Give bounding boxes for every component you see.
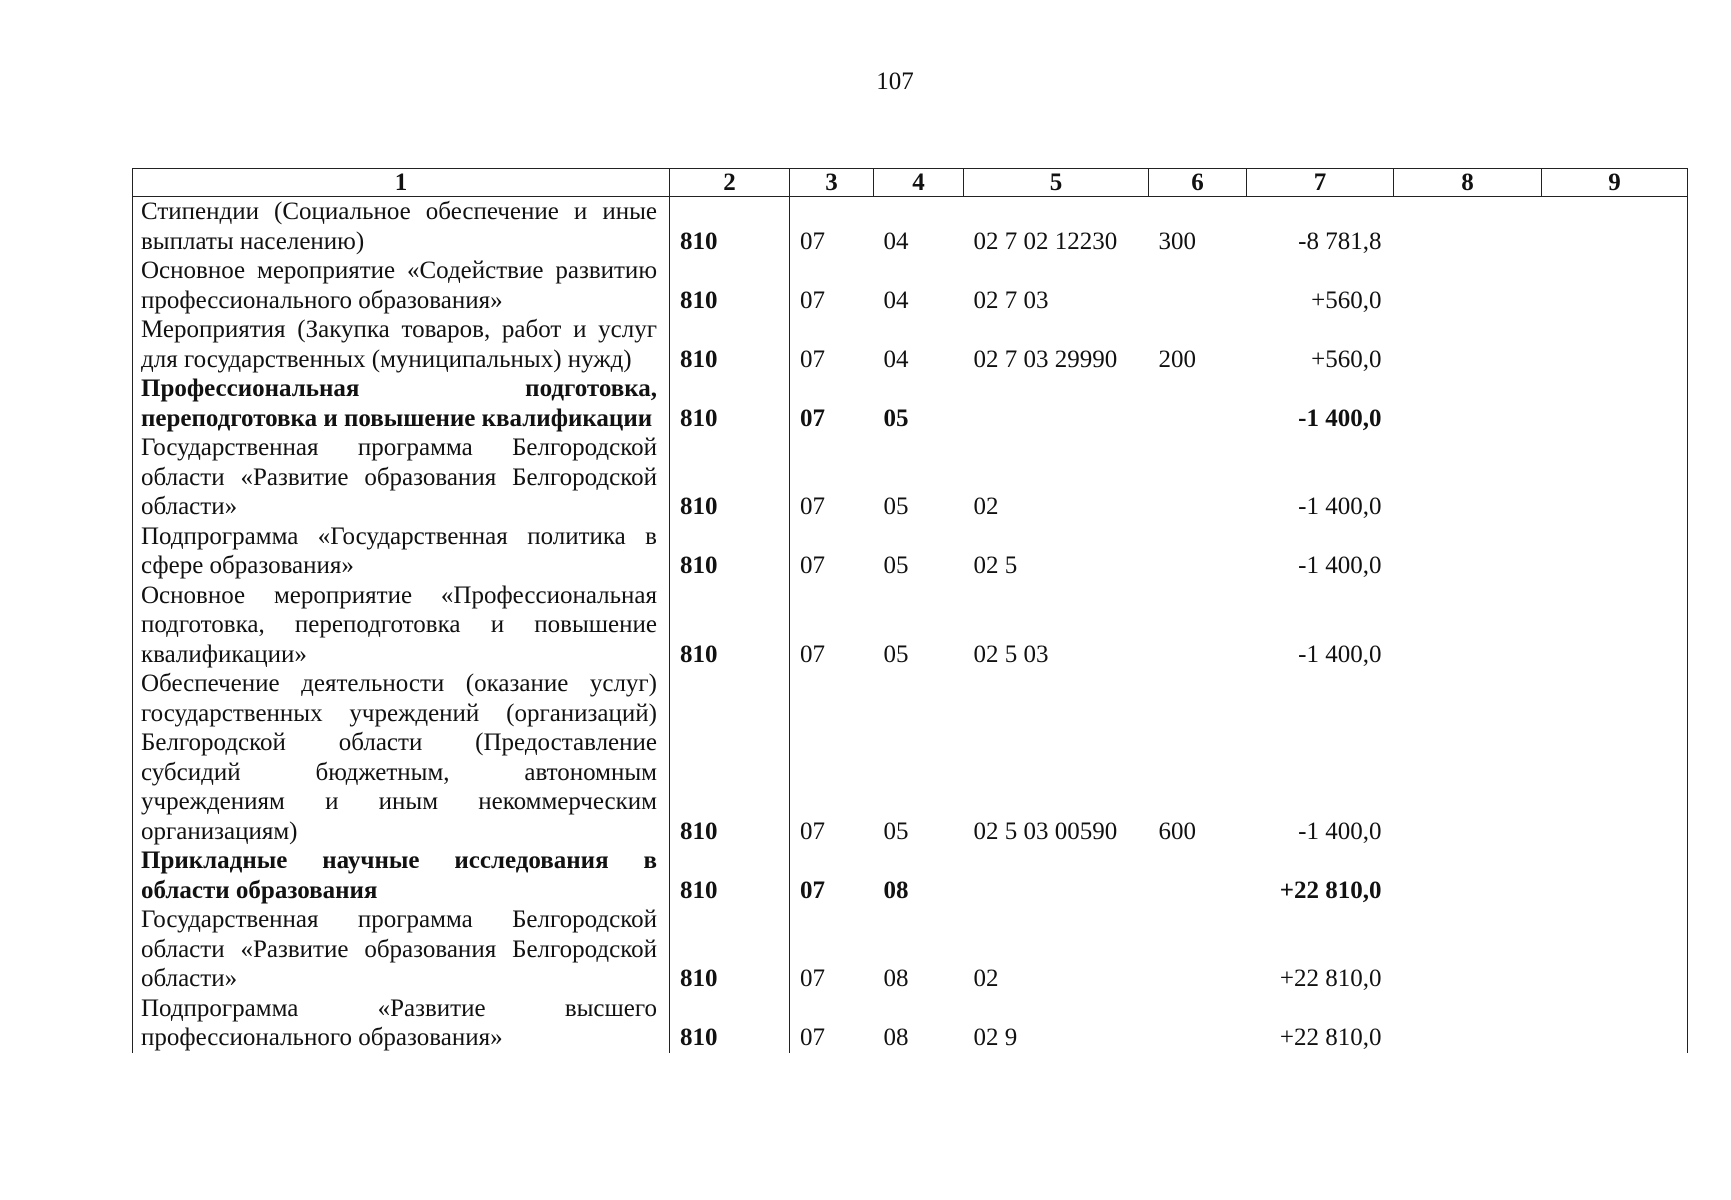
row-amount-cell: -1 400,0: [1298, 404, 1382, 432]
row-col9-cell: [1542, 581, 1688, 670]
row-col8-cell: [1394, 581, 1542, 670]
header-col-4: 4: [874, 169, 964, 197]
row-subsection-cell: 05: [883, 640, 909, 668]
table-row: [133, 256, 1688, 315]
row-expense-type-cell: [1149, 374, 1247, 433]
row-col9-cell: [1542, 994, 1688, 1053]
row-amount-cell: +560,0: [1311, 345, 1382, 373]
row-col8-cell: [1394, 669, 1542, 846]
table-row: [133, 905, 1688, 994]
row-col9-cell: [1542, 433, 1688, 522]
row-col9-cell: [1542, 315, 1688, 374]
table-row: [133, 433, 1688, 522]
page-number: 107: [876, 68, 914, 95]
budget-table: [132, 168, 1688, 1053]
table-row: [133, 522, 1688, 581]
row-col8-cell: [1394, 374, 1542, 433]
row-col9-cell: [1542, 669, 1688, 846]
row-section-cell: 07: [790, 433, 874, 522]
row-subsection-cell: 04: [883, 286, 909, 314]
row-name-cell: Мероприятия (Закупка товаров, работ и услуг для государственных (муниципальных) нужд): [133, 315, 670, 374]
row-subsection-cell: 04: [883, 345, 909, 373]
row-expense-type-cell: [1149, 522, 1247, 581]
row-section-cell: 07: [790, 905, 874, 994]
row-subsection-cell: 05: [883, 552, 909, 579]
row-expense-type-cell: 200: [1158, 345, 1196, 373]
row-section-cell: 07: [790, 669, 874, 846]
row-col9-cell: [1542, 905, 1688, 994]
row-expense-type-cell: 600: [1158, 817, 1196, 845]
row-target-article-cell: 02: [973, 493, 999, 520]
header-row: [133, 169, 1688, 197]
row-section-cell: 07: [790, 522, 874, 581]
row-amount-cell: -8 781,8: [1298, 227, 1382, 255]
row-amount-cell: +560,0: [1311, 286, 1382, 314]
row-name-cell: Подпрограмма «Государственная политика в сфере образования»: [133, 522, 670, 581]
row-name-cell: Подпрограмма «Развитие высшего профессионального образования»: [133, 994, 670, 1053]
row-expense-type-cell: [1149, 581, 1247, 670]
header-col-6: 6: [1149, 169, 1247, 197]
row-col9-cell: [1542, 197, 1688, 257]
row-code-cell: 810: [670, 522, 790, 581]
row-code-cell: 810: [670, 315, 790, 374]
row-name-cell: Государственная программа Белгородской области «Развитие образования Белгородской области»: [133, 905, 670, 994]
row-section-cell: 07: [790, 846, 874, 905]
row-col8-cell: [1394, 905, 1542, 994]
header-col-8: 8: [1394, 169, 1542, 197]
row-amount-cell: +22 810,0: [1279, 876, 1382, 904]
row-code-cell: 810: [670, 846, 790, 905]
row-name-cell: Обеспечение деятельности (оказание услуг) государственных учреждений (организаций) Белгородской области (Предоставление субсидий бюджетным, автономным учреждениям и иным некоммерческим организациям): [133, 669, 670, 846]
row-target-article-cell: 02 9: [973, 1024, 1018, 1051]
table-row: [133, 669, 1688, 846]
row-name-cell: Основное мероприятие «Профессиональная подготовка, переподготовка и повышение квалификации»: [133, 581, 670, 670]
row-expense-type-cell: [1149, 846, 1247, 905]
row-section-cell: 07: [790, 256, 874, 315]
row-col8-cell: [1394, 994, 1542, 1053]
header-col-3: 3: [790, 169, 874, 197]
row-col8-cell: [1394, 315, 1542, 374]
row-amount-cell: -1 400,0: [1298, 640, 1382, 668]
table-row: [133, 315, 1688, 374]
row-col9-cell: [1542, 846, 1688, 905]
row-amount-cell: +22 810,0: [1279, 965, 1382, 992]
row-target-article-cell: 02 5: [973, 552, 1018, 579]
row-col8-cell: [1394, 846, 1542, 905]
header-col-2: 2: [670, 169, 790, 197]
row-code-cell: 810: [670, 669, 790, 846]
row-subsection-cell: 08: [883, 1024, 909, 1051]
row-col8-cell: [1394, 197, 1542, 257]
row-name-cell: Прикладные научные исследования в области образования: [133, 846, 670, 905]
table-row: [133, 994, 1688, 1053]
row-expense-type-cell: [1149, 256, 1247, 315]
row-expense-type-cell: [1149, 905, 1247, 994]
table-row: [133, 197, 1688, 257]
row-code-cell: 810: [670, 581, 790, 670]
row-name-cell: Государственная программа Белгородской области «Развитие образования Белгородской области»: [133, 433, 670, 522]
row-expense-type-cell: [1149, 433, 1247, 522]
row-subsection-cell: 05: [883, 404, 909, 432]
row-target-article-cell: 02 7 02 12230: [973, 227, 1118, 255]
table-body: [133, 197, 1688, 1053]
row-col8-cell: [1394, 522, 1542, 581]
header-col-1: 1: [133, 169, 670, 197]
row-col8-cell: [1394, 256, 1542, 315]
row-amount-cell: -1 400,0: [1298, 493, 1382, 520]
row-subsection-cell: 04: [883, 227, 909, 255]
row-target-article-cell: [964, 374, 1149, 433]
row-amount-cell: -1 400,0: [1298, 552, 1382, 579]
budget-table-container: [132, 168, 1687, 1053]
row-section-cell: 07: [790, 197, 874, 257]
row-target-article-cell: 02 7 03 29990: [973, 345, 1118, 373]
table-row: [133, 374, 1688, 433]
row-target-article-cell: [964, 846, 1149, 905]
row-section-cell: 07: [790, 581, 874, 670]
row-amount-cell: +22 810,0: [1279, 1024, 1382, 1051]
row-name-cell: Основное мероприятие «Содействие развитию профессионального образования»: [133, 256, 670, 315]
row-expense-type-cell: 300: [1158, 227, 1196, 255]
header-col-7: 7: [1247, 169, 1394, 197]
row-target-article-cell: 02 7 03: [973, 286, 1049, 314]
row-subsection-cell: 05: [883, 493, 909, 520]
header-col-5: 5: [964, 169, 1149, 197]
row-section-cell: 07: [790, 374, 874, 433]
row-code-cell: 810: [670, 433, 790, 522]
header-col-9: 9: [1542, 169, 1688, 197]
row-amount-cell: -1 400,0: [1298, 817, 1382, 845]
row-section-cell: 07: [790, 994, 874, 1053]
row-code-cell: 810: [670, 994, 790, 1053]
row-col8-cell: [1394, 433, 1542, 522]
row-expense-type-cell: [1149, 994, 1247, 1053]
table-row: [133, 581, 1688, 670]
row-target-article-cell: 02 5 03 00590: [973, 817, 1118, 845]
row-code-cell: 810: [670, 256, 790, 315]
row-subsection-cell: 08: [883, 965, 909, 992]
row-col9-cell: [1542, 374, 1688, 433]
row-target-article-cell: 02: [973, 965, 999, 992]
row-code-cell: 810: [670, 197, 790, 257]
row-code-cell: 810: [670, 374, 790, 433]
row-target-article-cell: 02 5 03: [973, 640, 1049, 668]
row-subsection-cell: 05: [883, 817, 909, 845]
row-name-cell: Стипендии (Социальное обеспечение и иные выплаты населению): [133, 197, 670, 257]
row-name-cell: Профессиональная подготовка, переподготовка и повышение квалификации: [133, 374, 670, 433]
row-col9-cell: [1542, 522, 1688, 581]
row-code-cell: 810: [670, 905, 790, 994]
row-col9-cell: [1542, 256, 1688, 315]
table-row: [133, 846, 1688, 905]
row-section-cell: 07: [790, 315, 874, 374]
row-subsection-cell: 08: [883, 876, 909, 904]
